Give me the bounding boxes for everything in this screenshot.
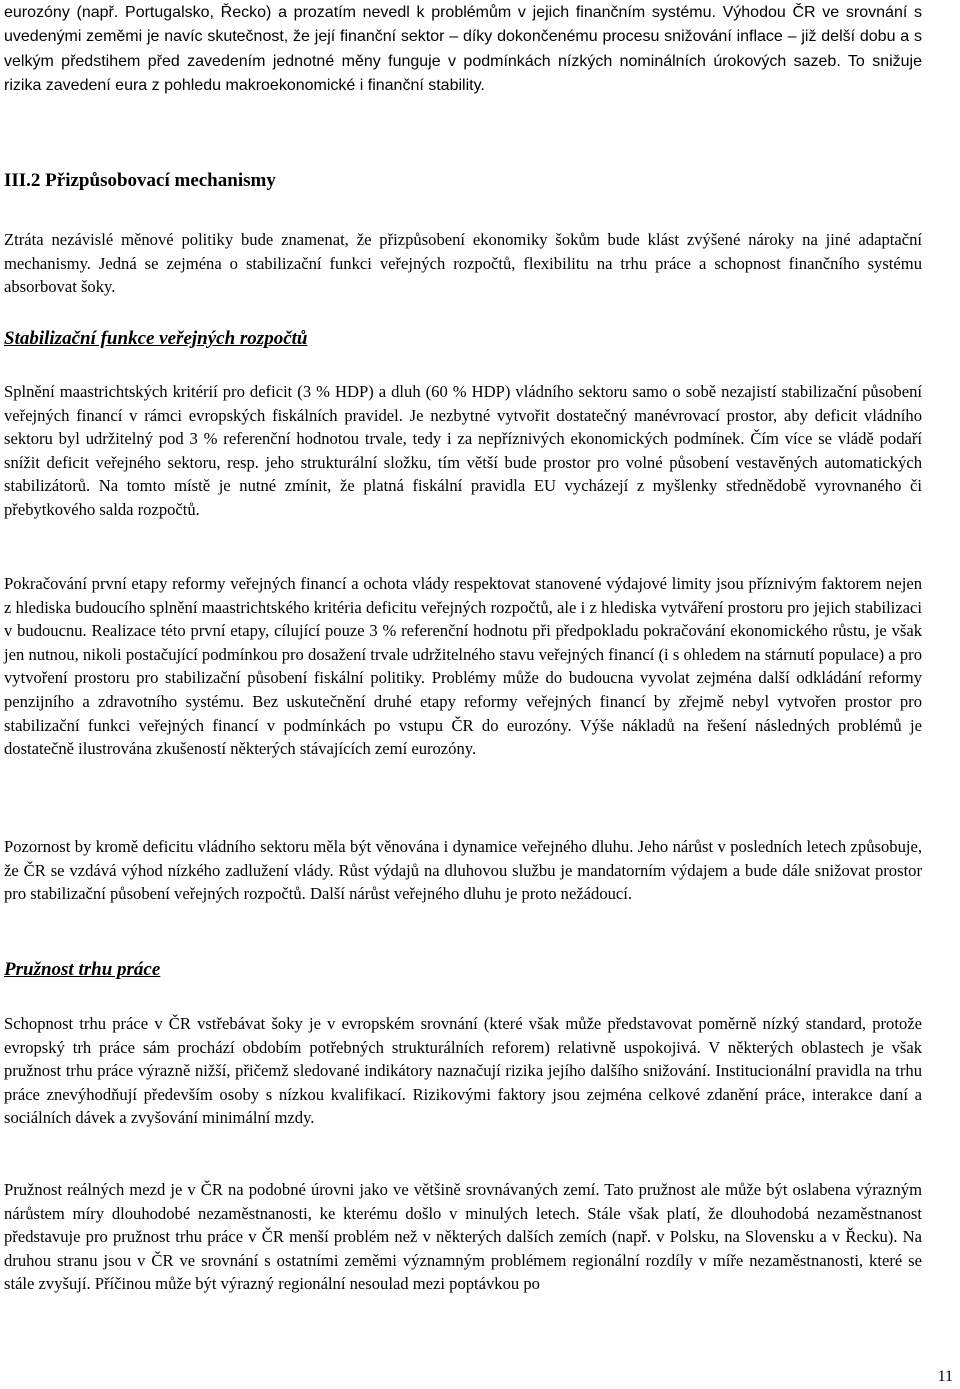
subsection2-heading-block — [4, 959, 922, 981]
subsection1-paragraph: Splnění maastrichtských kritérií pro deficit (3 % HDP) a dluh (60 % HDP) vládního sektoru samo o sobě nezajistí stabilizační působení veřejných financí v rámci evropských fiskálních pravidel. Je nezbytné vytvořit dostatečný manévrovací prostor, aby deficit vládního sektoru byl udržitelný pod 3 % referenční hodnotou trvale, tedy i za nepříznivých ekonomických podmínek. Čím více se vládě podaří snížit deficit veřejného sektoru, resp. jeho strukturální složku, tím větší bude prostor pro volné působení vestavěných automatických stabilizátorů. Na tomto místě je nutné zmínit, že platná fiskální pravidla EU vycházejí z myšlenky střednědobě vyrovnaného či přebytkového salda rozpočtů. — [4, 382, 922, 519]
subsection2-paragraph: Pružnost reálných mezd je v ČR na podobné úrovni jako ve většině srovnávaných zemí. Tato pružnost ale může být oslabena výrazným nárůstem míry dlouhodobé nezaměstnanosti, ke kterému došlo v minulých letech. Stále však platí, že dlouhodobá nezaměstnanost představuje pro pružnost trhu práce v ČR menší problém než v některých dalších zemích (např. v Polsku, na Slovensku a v Řecku). Na druhou stranu jsou v ČR ve srovnání s ostatními zeměmi významným problémem regionální rozdíly v míře nezaměstnanosti, které se stále zvyšují. Příčinou může být výrazný regionální nesoulad mezi poptávkou po — [4, 1180, 922, 1294]
subsection1-paragraph-2-block — [4, 572, 922, 761]
subsection1-paragraph: Pokračování první etapy reformy veřejných financí a ochota vlády respektovat stanovené výdajové limity jsou příznivým faktorem nejen z hlediska budoucího splnění maastrichtského kritéria deficitu veřejných rozpočtů, ale i z hlediska vytváření prostoru pro jejich stabilizaci v budoucnu. Realizace této první etapy, cílující pouze 3 % referenční hodnotu při předpokladu pokračování ekonomického růstu, je však jen nutnou, nikoli postačující podmínkou pro dosažení trvale udržitelného stavu veřejných financí (i s ohledem na stárnutí populace) a pro vytvoření prostoru pro stabilizační působení fiskální politiky. Problémy může do budoucna vyvolat zejména další odkládání reformy penzijního a zdravotního systému. Bez uskutečnění druhé etapy reformy veřejných financí by zřejmě nebyl vytvořen prostor pro stabilizační funkci veřejných financí v podmínkách po vstupu ČR do eurozóny. Výše nákladů na řešení následných problémů je dostatečně ilustrována zkušeností některých stávajících zemí eurozóny. — [4, 574, 922, 759]
subsection2-paragraph-1-block — [4, 1012, 922, 1130]
section-paragraph: Ztráta nezávislé měnové politiky bude znamenat, že přizpůsobení ekonomiky šokům bude klást zvýšené nároky na jiné adaptační mechanismy. Jedná se zejména o stabilizační funkci veřejných rozpočtů, flexibilitu na trhu práce a schopnost finančního systému absorbovat šoky. — [4, 230, 922, 297]
page-number: 11 — [937, 1368, 953, 1385]
subsection1-heading-block — [4, 328, 922, 350]
section-heading: III.2 Přizpůsobovací mechanismy — [4, 170, 276, 191]
subsection1-paragraph-1-block — [4, 380, 922, 522]
subsection2-paragraph: Schopnost trhu práce v ČR vstřebávat šoky je v evropském srovnání (které však může představovat poměrně nízký standard, protože evropský trh práce sám prochází obdobím potřebných strukturálních reforem) relativně uspokojivá. V některých oblastech je však pružnost trhu práce výrazně nižší, přičemž sledované indikátory naznačují rizika jejího dalšího snižování. Institucionální pravidla na trhu práce znevýhodňují především osoby s nízkou kvalifikací. Rizikovými faktory jsou zejména celkové zdanění práce, interakce daní a sociálních dávek a zvyšování minimální mzdy. — [4, 1014, 922, 1128]
section-paragraph-block — [4, 228, 922, 299]
intro-paragraph: eurozóny (např. Portugalsko, Řecko) a prozatím nevedl k problémům v jejich finančním systému. Výhodou ČR ve srovnání s uvedenými zeměmi je navíc skutečnost, že její finanční sektor – díky dokončenému procesu snižování inflace – již delší dobu a s velkým předstihem před zavedením jednotné měny funguje v podmínkách nízkých nominálních úrokových sazeb. To snižuje rizika zavedení eura z pohledu makroekonomické i finanční stability. — [4, 4, 922, 95]
subsection2-heading: Pružnost trhu práce — [4, 959, 161, 980]
subsection2-paragraph-2-block — [4, 1178, 922, 1296]
subsection1-paragraph: Pozornost by kromě deficitu vládního sektoru měla být věnována i dynamice veřejného dluhu. Jeho nárůst v posledních letech způsobuje, že ČR se vzdává výhod nízkého zadlužení vlády. Růst výdajů na dluhovou službu je mandatorním výdajem a bude dále snižovat prostor pro stabilizační působení veřejných rozpočtů. Další nárůst veřejného dluhu je proto nežádoucí. — [4, 837, 922, 904]
intro-block — [4, 1, 922, 99]
subsection1-heading: Stabilizační funkce veřejných rozpočtů — [4, 328, 308, 349]
subsection1-paragraph-3-block — [4, 835, 922, 906]
section-heading-block — [4, 170, 922, 192]
